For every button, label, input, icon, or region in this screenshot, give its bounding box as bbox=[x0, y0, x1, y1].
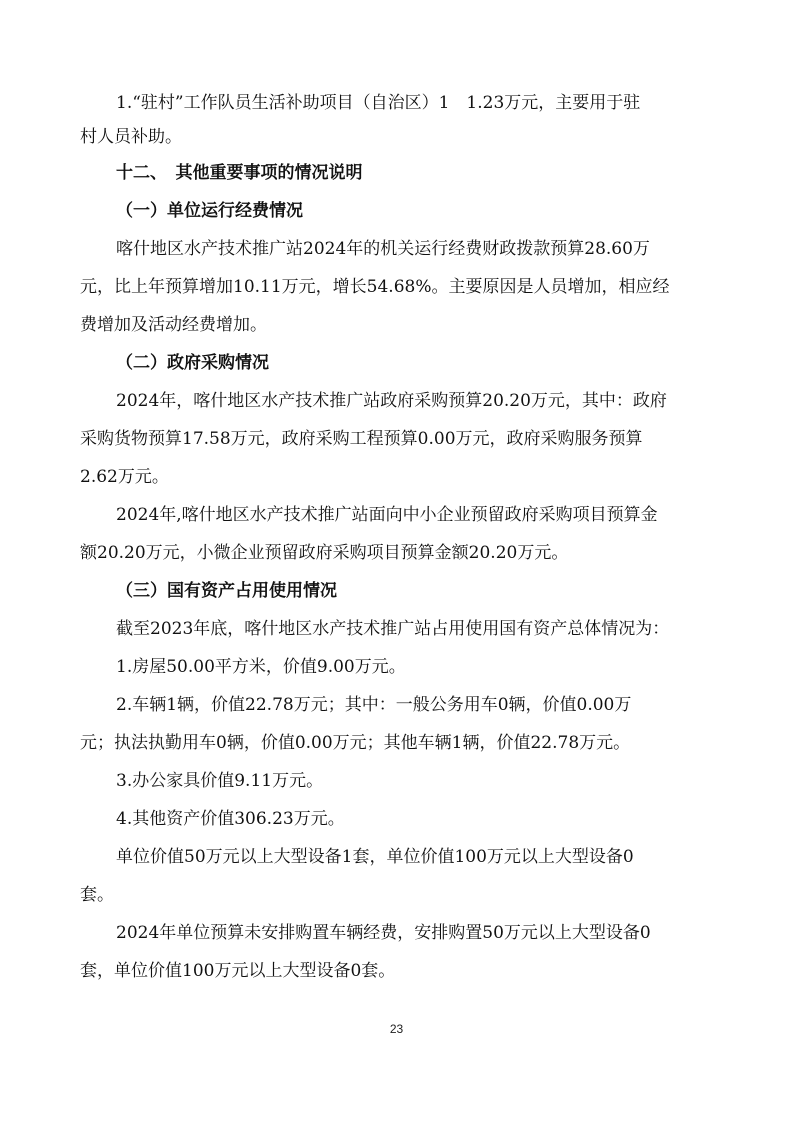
section-heading: 十二、 其他重要事项的情况说明 bbox=[116, 163, 363, 183]
text-line: 套。 bbox=[80, 885, 114, 905]
page-number: 23 bbox=[389, 1022, 404, 1036]
text-line: 单位价值50万元以上大型设备1套，单位价值100万元以上大型设备0 bbox=[116, 847, 634, 867]
subsection-heading: （一）单位运行经费情况 bbox=[116, 201, 303, 221]
text-line: 喀什地区水产技术推广站2024年的机关运行经费财政拨款预算28.60万 bbox=[116, 239, 650, 259]
text-line: 1.房屋50.00平方米，价值9.00万元。 bbox=[116, 657, 406, 677]
text-line: 采购货物预算17.58万元，政府采购工程预算0.00万元，政府采购服务预算 bbox=[80, 429, 643, 449]
text-line: 元，比上年预算增加10.11万元，增长54.68%。主要原因是人员增加，相应经 bbox=[80, 277, 670, 297]
text-line: 3.办公家具价值9.11万元。 bbox=[116, 771, 324, 791]
text-line: 2024年单位预算未安排购置车辆经费，安排购置50万元以上大型设备0 bbox=[116, 923, 651, 943]
text-line: 截至2023年底，喀什地区水产技术推广站占用使用国有资产总体情况为： bbox=[116, 619, 670, 639]
text-line: 2.车辆1辆，价值22.78万元；其中：一般公务用车0辆，价值0.00万 bbox=[116, 695, 632, 715]
text-line: 2024年,喀什地区水产技术推广站面向中小企业预留政府采购项目预算金 bbox=[116, 505, 658, 525]
text-line: 2024年，喀什地区水产技术推广站政府采购预算20.20万元，其中：政府 bbox=[116, 391, 667, 411]
text-line: 额20.20万元，小微企业预留政府采购项目预算金额20.20万元。 bbox=[80, 543, 569, 563]
text-line: 4.其他资产价值306.23万元。 bbox=[116, 809, 345, 829]
text-line: 村人员补助。 bbox=[80, 127, 182, 147]
subsection-heading: （三）国有资产占用使用情况 bbox=[116, 581, 337, 601]
text-line: 2.62万元。 bbox=[80, 467, 169, 487]
subsection-heading: （二）政府采购情况 bbox=[116, 353, 269, 373]
text-line: 元；执法执勤用车0辆，价值0.00万元；其他车辆1辆，价值22.78万元。 bbox=[80, 733, 631, 753]
text-line: 1.“驻村”工作队员生活补助项目（自治区）1 1.23万元，主要用于驻 bbox=[116, 93, 641, 113]
text-line: 费增加及活动经费增加。 bbox=[80, 315, 267, 335]
text-line: 套，单位价值100万元以上大型设备0套。 bbox=[80, 961, 396, 981]
